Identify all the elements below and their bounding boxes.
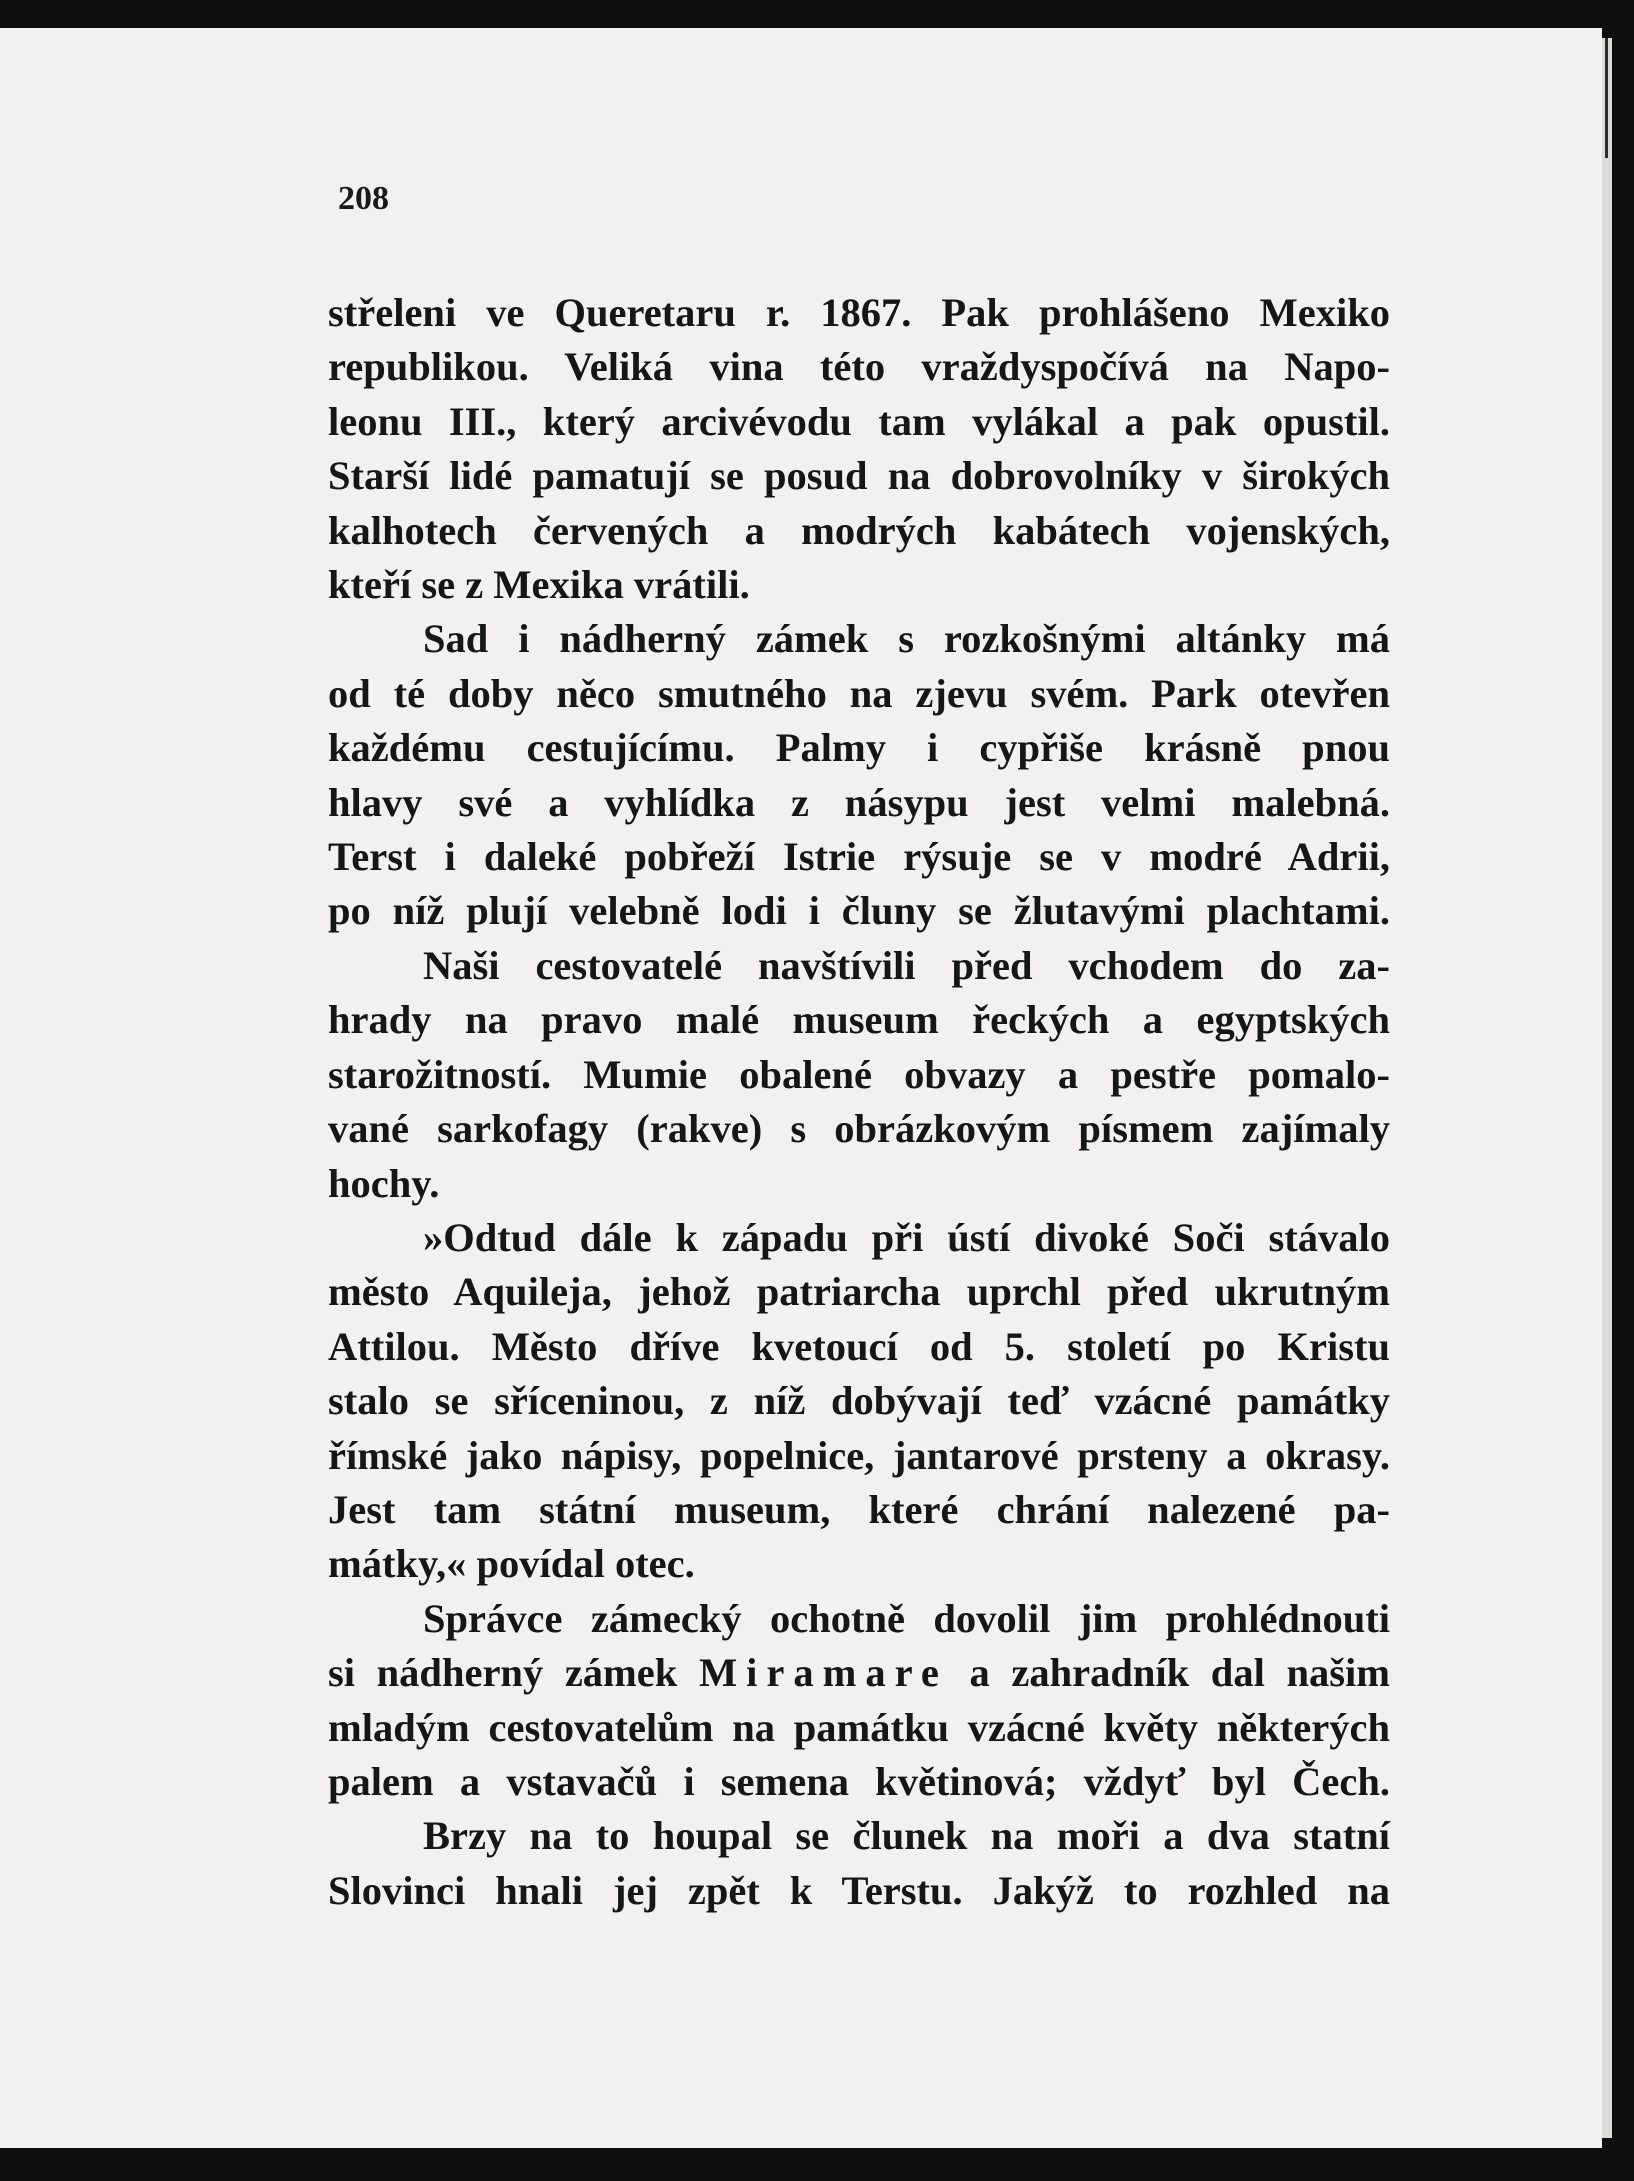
page-edge (1602, 38, 1612, 2138)
text-line: Attilou. Město dříve kvetoucí od 5. století po Kristu (328, 1323, 1390, 1369)
text-line: hrady na pravo malé museum řeckých a egyptských (328, 997, 1390, 1043)
text-line: Sad i nádherný zámek s rozkošnými altánky má (423, 616, 1390, 662)
paragraph-2 (328, 612, 1390, 938)
text-line: Naši cestovatelé navštívili před vchodem do za- (423, 942, 1390, 988)
text-line: mátky,« povídal otec. (328, 1541, 695, 1587)
text-line: Terst i daleké pobřeží Istrie rýsuje se v modré Adrii, (328, 834, 1390, 880)
paragraph-6 (328, 1809, 1390, 1918)
page-edge-shadow (1605, 38, 1608, 158)
text-line: hlavy své a vyhlídka z násypu jest velmi malebná. (328, 779, 1390, 825)
text-line: Jest tam státní museum, které chrání nalezené pa- (328, 1486, 1390, 1532)
text-line: vané sarkofagy (rakve) s obrázkovým písmem zajímaly (328, 1106, 1390, 1152)
text-line: římské jako nápisy, popelnice, jantarové prsteny a okrasy. (328, 1432, 1390, 1478)
paragraph-4 (328, 1211, 1390, 1592)
paragraph-3 (328, 939, 1390, 1211)
paragraph-5 (328, 1592, 1390, 1810)
text-line: střeleni ve Queretaru r. 1867. Pak prohlášeno Mexiko (328, 290, 1390, 335)
text-line: stalo se sříceninou, z níž dobývají teď vzácné památky (328, 1378, 1390, 1424)
page-number: 208 (338, 180, 389, 217)
text-line: »Odtud dále k západu při ústí divoké Soči stávalo (423, 1214, 1390, 1260)
text-line: si nádherný zámek Miramare a zahradník dal našim (328, 1650, 1390, 1696)
text-line: město Aquileja, jehož patriarcha uprchl před ukrutným (328, 1269, 1390, 1315)
text-line: mladým cestovatelům na památku vzácné květy některých (328, 1704, 1390, 1750)
text-line: starožitností. Mumie obalené obvazy a pestře pomalo- (328, 1051, 1390, 1097)
text-line: palem a vstavačů i semena květinová; vždyť byl Čech. (328, 1758, 1390, 1804)
paragraph-1 (328, 286, 1390, 612)
body-text (328, 286, 1390, 1918)
text-line: Slovinci hnali jej zpět k Terstu. Jakýž to rozhled na (328, 1867, 1390, 1913)
text-line: po níž plují velebně lodi i čluny se žlutavými plachtami. (328, 888, 1390, 934)
text-line: Starší lidé pamatují se posud na dobrovolníky v širokých (328, 453, 1390, 499)
text-line: republikou. Veliká vina této vraždyspočívá na Napo- (328, 344, 1390, 390)
text-line: Správce zámecký ochotně dovolil jim prohlédnouti (423, 1595, 1390, 1641)
text-line: každému cestujícímu. Palmy i cypřiše krásně pnou (328, 725, 1390, 771)
text-line: kteří se z Mexika vrátili. (328, 562, 750, 608)
text-line: Brzy na to houpal se člunek na moři a dva statní (423, 1813, 1390, 1859)
text-line: od té doby něco smutného na zjevu svém. Park otevřen (328, 670, 1390, 716)
text-line: hochy. (328, 1160, 440, 1206)
emphasized-word: Miramare (698, 1650, 948, 1696)
text-line: leonu III., který arcivévodu tam vylákal a pak opustil. (328, 398, 1390, 444)
text-line: kalhotech červených a modrých kabátech vojenských, (328, 507, 1390, 553)
